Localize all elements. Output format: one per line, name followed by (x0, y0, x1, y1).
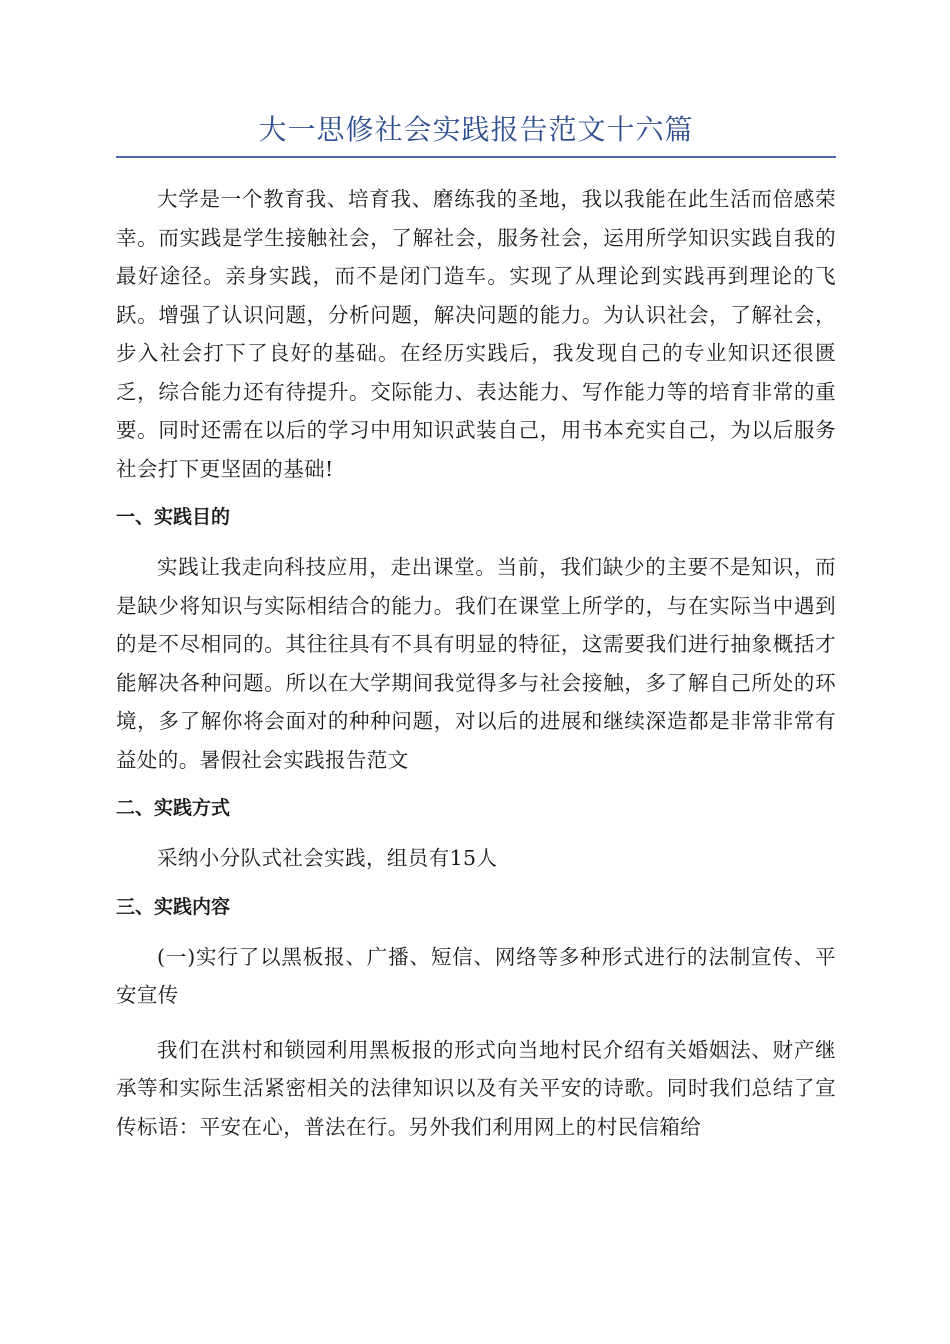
spacer (116, 1015, 836, 1031)
content-paragraph-1: (一)实行了以黑板报、广播、短信、网络等多种形式进行的法制宣传、平安宣传 (116, 944, 836, 1007)
purpose-paragraph: 实践让我走向科技应用，走出课堂。当前，我们缺少的主要不是知识，而是缺少将知识与实际相结合的能力。我们在课堂上所学的，与在实际当中遇到的是不尽相同的。其往往具有不具有明显的特征，这需要我们进行抽象概括才能解决各种问题。所以在大学期间我觉得多与社会接触，多了解自己所处的环境，多了解你将会面对的种种问题，对以后的进展和继续深造都是非常非常有益处的。暑假社会实践报告范文 (116, 555, 836, 772)
content-paragraph-2: 我们在洪村和锁园利用黑板报的形式向当地村民介绍有关婚姻法、财产继承等和实际生活紧密相关的法律知识以及有关平安的诗歌。同时我们总结了宣传标语：平安在心，普法在行。另外我们利用网上的村民信箱给 (116, 1037, 836, 1139)
document-title: 大一思修社会实践报告范文十六篇 (258, 113, 694, 146)
spacer (116, 823, 836, 839)
section-heading-method: 二、实践方式 (116, 797, 231, 819)
spacer (116, 922, 836, 938)
title-underline (116, 156, 836, 158)
section-heading-purpose: 一、实践目的 (116, 506, 231, 528)
spacer (116, 532, 836, 548)
method-paragraph: 采纳小分队式社会实践，组员有15人 (157, 846, 498, 870)
spacer (116, 878, 836, 892)
section-heading-content: 三、实践内容 (116, 895, 231, 918)
document-page (116, 110, 836, 1146)
intro-paragraph: 大学是一个教育我、培育我、磨练我的圣地，我以我能在此生活而倍感荣幸。而实践是学生接触社会，了解社会，服务社会，运用所学知识实践自我的最好途径。亲身实践，而不是闭门造车。实现了从理论到实践再到理论的飞跃。增强了认识问题，分析问题，解决问题的能力。为认识社会，了解社会，步入社会打下了良好的基础。在经历实践后，我发现自己的专业知识还很匮乏，综合能力还有待提升。交际能力、表达能力、写作能力等的培育非常的重要。同时还需在以后的学习中用知识武装自己，用书本充实自己，为以后服务社会打下更坚固的基础! (116, 187, 836, 481)
spacer (116, 488, 836, 502)
spacer (116, 779, 836, 793)
